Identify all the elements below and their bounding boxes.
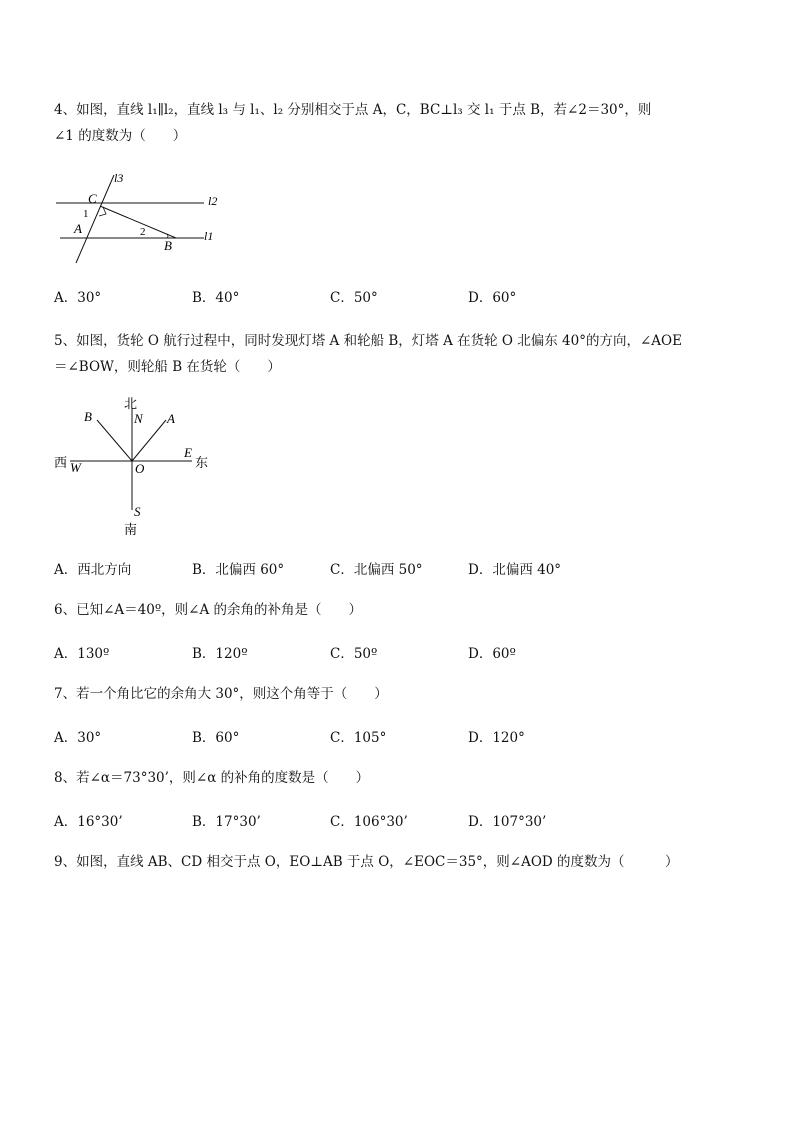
q8-option-d[interactable]: D．107°30’ — [468, 814, 547, 830]
line-l3 — [76, 175, 114, 263]
label-l1: l1 — [204, 229, 214, 243]
label-b: B — [164, 238, 172, 253]
q4-stem-line2: ∠1 的度数为（ ） — [54, 128, 187, 144]
label-south: 南 — [124, 522, 138, 537]
label-e: E — [184, 445, 192, 460]
q4-figure — [50, 165, 230, 265]
q8-stem: 8、若∠α＝73°30’，则∠α 的补角的度数是（ ） — [54, 770, 370, 786]
label-o: O — [135, 461, 145, 476]
label-east: 东 — [195, 455, 209, 470]
q8-option-a[interactable]: A．16°30’ — [54, 814, 123, 830]
q7-option-d[interactable]: D．120° — [468, 730, 525, 746]
q4-option-a[interactable]: A．30° — [54, 290, 102, 306]
label-a: A — [167, 411, 175, 426]
q5-figure — [50, 392, 220, 542]
label-west: 西 — [54, 455, 68, 470]
q8-option-c[interactable]: C．106°30’ — [330, 814, 408, 830]
q6-option-d[interactable]: D．60º — [468, 646, 516, 662]
q4-stem-line1: 4、如图，直线 l₁∥l₂，直线 l₃ 与 l₁、l₂ 分别相交于点 A，C，BC⊥l₃ 交 l₁ 于点 B，若∠2＝30°，则 — [54, 102, 652, 118]
q4-option-b[interactable]: B．40° — [192, 290, 240, 306]
ray-oa — [132, 420, 166, 461]
label-b: B — [84, 409, 92, 424]
q7-stem: 7、若一个角比它的余角大 30°，则这个角等于（ ） — [54, 686, 388, 702]
q6-option-b[interactable]: B．120º — [192, 646, 248, 662]
q5-option-c[interactable]: C．北偏西 50° — [330, 562, 423, 578]
label-angle-1: 1 — [83, 208, 89, 220]
segment-bc — [100, 206, 176, 238]
label-c: C — [88, 191, 97, 206]
q5-stem-line1: 5、如图，货轮 O 航行过程中，同时发现灯塔 A 和轮船 B，灯塔 A 在货轮 O 北偏东 40°的方向，∠AOE — [54, 333, 682, 349]
label-angle-2: 2 — [140, 226, 146, 238]
q7-option-b[interactable]: B．60° — [192, 730, 240, 746]
q4-option-c[interactable]: C．50° — [330, 290, 378, 306]
q6-option-c[interactable]: C．50º — [330, 646, 378, 662]
q4-option-d[interactable]: D．60° — [468, 290, 517, 306]
label-s: S — [134, 504, 141, 519]
q5-stem-line2: ＝∠BOW，则轮船 B 在货轮（ ） — [54, 359, 281, 375]
ray-ob — [97, 420, 132, 461]
q9-stem: 9、如图，直线 AB、CD 相交于点 O，EO⊥AB 于点 O，∠EOC＝35°，则∠AOD 的度数为（ ） — [54, 854, 679, 870]
label-w: W — [70, 460, 81, 475]
label-n: N — [134, 411, 143, 426]
q5-option-b[interactable]: B．北偏西 60° — [192, 562, 285, 578]
q5-option-d[interactable]: D．北偏西 40° — [468, 562, 562, 578]
label-l2: l2 — [208, 194, 218, 208]
label-l3: l3 — [114, 171, 124, 185]
label-a: A — [74, 221, 82, 236]
q6-option-a[interactable]: A．130º — [54, 646, 110, 662]
label-north: 北 — [124, 396, 138, 411]
q5-option-a[interactable]: A．西北方向 — [54, 562, 132, 578]
q6-stem: 6、已知∠A＝40º，则∠A 的余角的补角是（ ） — [54, 602, 363, 618]
q8-option-b[interactable]: B．17°30’ — [192, 814, 261, 830]
q7-option-a[interactable]: A．30° — [54, 730, 102, 746]
q7-option-c[interactable]: C．105° — [330, 730, 387, 746]
